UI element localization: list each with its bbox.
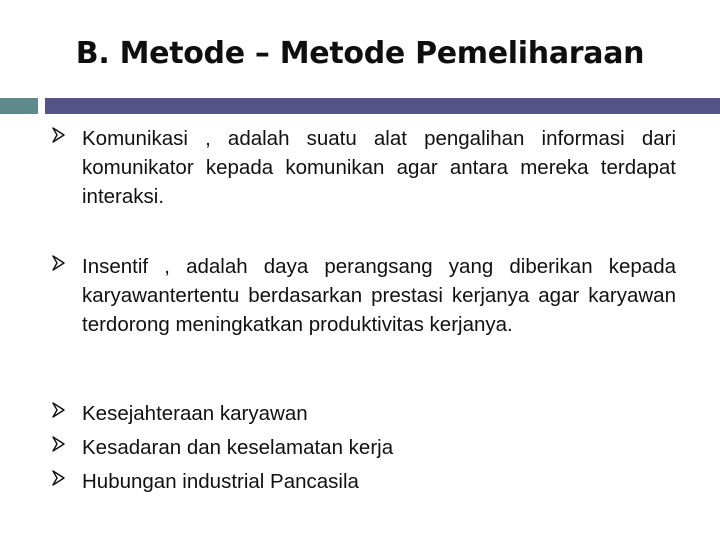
bullet-item-komunikasi [52,124,682,214]
bullet-text: Kesejahteraan karyawan [82,402,308,425]
arrow-bullet-icon [52,255,66,271]
arrow-bullet-icon [52,470,66,486]
bullet-item-kesejahteraan [52,399,682,429]
slide-title: B. Metode – Metode Pemeliharaan [75,36,645,71]
bullet-text: Hubungan industrial Pancasila [82,470,359,493]
arrow-bullet-icon [52,402,66,418]
bullet-text: Kesadaran dan keselamatan kerja [82,436,394,459]
bullet-text: Komunikasi , adalah suatu alat pengalihan informasi dari komunikator kepada komunikan agar antara mereka terdapat interaksi. [82,127,676,208]
title-rule-bar [45,98,720,114]
arrow-bullet-icon [52,127,66,143]
title-rule-accent [0,98,38,114]
bullet-item-hubungan [52,467,682,497]
bullet-text: Insentif , adalah daya perangsang yang diberikan kepada karyawantertentu berdasarkan prestasi kerjanya agar karyawan terdorong meningkatkan produktivitas kerjanya. [82,255,676,336]
bullet-item-insentif [52,252,682,370]
bullet-item-kesadaran [52,433,682,463]
arrow-bullet-icon [52,436,66,452]
